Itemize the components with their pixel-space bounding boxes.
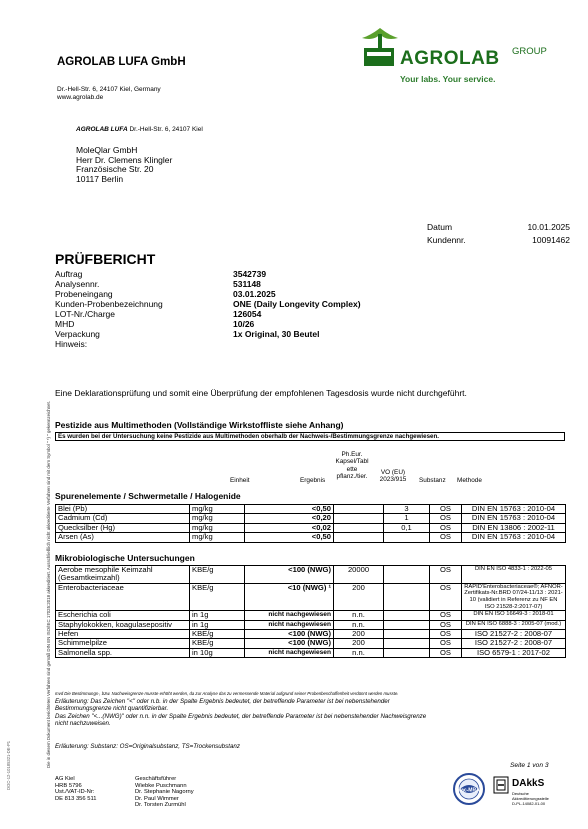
dakks-line: Akkreditierungsstelle: [512, 796, 549, 801]
ilac-label: ilac-MRA: [458, 787, 480, 794]
cell-substance: OS: [430, 648, 462, 657]
footer-line: Geschäftsführer: [135, 776, 177, 782]
cell-substance: OS: [430, 505, 462, 514]
info-key: Auftrag: [55, 269, 83, 279]
col-substanz: Substanz: [419, 477, 446, 484]
document-code: DOC-12-10185321-DE-P1: [6, 740, 11, 790]
cell-parameter: Hefen: [56, 630, 190, 639]
footer-line: AG Kiel: [55, 776, 75, 782]
cell-method: DIN EN 15763 : 2010-04: [462, 533, 566, 542]
info-row: [55, 289, 361, 299]
cell-parameter: Cadmium (Cd): [56, 514, 190, 523]
footnote-line: Bestimmungsgrenze nicht quantifizierbar.: [55, 705, 169, 713]
cell-pheur-limit: n.n.: [334, 611, 384, 620]
pesticide-result-bar: Es wurden bei der Untersuchung keine Pestizide aus Multimethoden oberhalb der Nachweis-/Bestimmungsgrenze nachgewiesen.: [55, 432, 565, 441]
cell-pheur-limit: 200: [334, 639, 384, 648]
logo-wordmark: AGROLAB: [400, 48, 500, 69]
info-row: [55, 309, 361, 319]
cell-method: ISO 21527-2 : 2008-07: [462, 630, 566, 639]
cell-result: <100 (NWG): [245, 630, 334, 639]
recipient-line: MoleQlar GmbH: [76, 145, 138, 155]
cell-unit: KBE/g: [190, 630, 245, 639]
footnote-line: Erläuterung: Das Zeichen "<" oder n.b. in der Spalte Ergebnis bedeutet, der betreffende Parameter ist bei nebenstehender: [55, 698, 390, 705]
footer-line: Wiebke Puschmann: [135, 782, 187, 789]
info-row: [55, 339, 361, 349]
footnote-explanation: [55, 698, 426, 727]
info-value: 10/26: [233, 319, 255, 329]
cell-vo-limit: [384, 583, 430, 610]
cell-vo-limit: [384, 648, 430, 657]
micro-row: [56, 583, 566, 610]
cell-parameter: Staphylokokken, koagulasepositiv: [56, 620, 190, 629]
cell-parameter: Escherichia coli: [56, 611, 190, 620]
cell-vo-limit: [384, 611, 430, 620]
cell-vo-limit: [384, 620, 430, 629]
agrolab-logo-icon: [358, 26, 402, 70]
cell-substance: OS: [430, 566, 462, 584]
footer-line: Ust./VAT-ID-Nr:: [55, 789, 95, 796]
sample-info: [55, 269, 361, 349]
cell-method: DIN EN ISO 6888-3 : 2005-07 (mod.): [462, 620, 566, 629]
cell-pheur-limit: 20000: [334, 566, 384, 584]
cell-parameter: Salmonella spp.: [56, 648, 190, 657]
col-methode: Methode: [457, 477, 482, 484]
recipient-address: [76, 146, 172, 184]
heavy-metals-table: [55, 504, 566, 543]
cell-parameter: Quecksilber (Hg): [56, 523, 190, 532]
cell-method: ISO 6579-1 : 2017-02: [462, 648, 566, 657]
cell-pheur-limit: n.n.: [334, 620, 384, 629]
cell-substance: OS: [430, 533, 462, 542]
logo-group-text: GROUP: [512, 46, 547, 57]
cell-parameter: Enterobacteriaceae: [56, 583, 190, 610]
cell-unit: KBE/g: [190, 583, 245, 610]
declaration-note: Eine Deklarationsprüfung und somit eine Überprüfung der empfohlenen Tagesdosis wurde nicht durchgeführt.: [55, 388, 467, 398]
micro-row: [56, 648, 566, 657]
info-key: LOT-Nr./Charge: [55, 309, 115, 319]
info-key: Verpackung: [55, 329, 100, 339]
date-value: 10.01.2025: [527, 222, 570, 232]
col-ergebnis: Ergebnis: [300, 477, 326, 484]
cell-pheur-limit: [334, 533, 384, 542]
cell-result: <100 (NWG): [245, 566, 334, 584]
info-value: ONE (Daily Longevity Complex): [233, 299, 361, 309]
cell-method: DIN EN 15763 : 2010-04: [462, 505, 566, 514]
customer-value: 10091462: [532, 235, 570, 245]
cell-method: DIN EN ISO 4833-1 : 2022-05: [462, 566, 566, 584]
cell-substance: OS: [430, 523, 462, 532]
cell-pheur-limit: 200: [334, 630, 384, 639]
cell-substance: OS: [430, 514, 462, 523]
footnote-line: Das Zeichen "<...(NWG)" oder n.n. in der Spalte Ergebnis bedeutet, der betreffende Parameter ist bei nebenstehender Nachweisgrenze: [55, 712, 427, 720]
website: www.agrolab.de: [57, 94, 104, 101]
col-pheur-line: ette: [346, 465, 358, 473]
cell-substance: OS: [430, 639, 462, 648]
cell-unit: in 1g: [190, 620, 245, 629]
cell-method: DIN EN ISO 16649-3 : 2018-01: [462, 611, 566, 620]
col-pheur-line: Kapsel/Tabl: [335, 458, 369, 466]
info-row: [55, 269, 361, 279]
cell-result: nicht nachgewiesen: [245, 620, 334, 629]
cell-parameter: Aerobe mesophile Keimzahl (Gesamtkeimzahl): [56, 566, 190, 584]
cell-vo-limit: 0,1: [384, 523, 430, 532]
dakks-line: Deutsche: [512, 791, 529, 796]
col-vo-line: 2023/915: [379, 476, 407, 484]
cell-parameter: Arsen (As): [56, 533, 190, 542]
cell-substance: OS: [430, 583, 462, 610]
cell-vo-limit: 1: [384, 514, 430, 523]
cell-parameter: Schimmelpilze: [56, 639, 190, 648]
micro-row: [56, 611, 566, 620]
recipient-line: Herr Dr. Clemens Klingler: [76, 154, 173, 165]
micro-table: [55, 565, 566, 658]
info-row: [55, 319, 361, 329]
info-key: Probeneingang: [55, 289, 113, 299]
cell-substance: OS: [430, 630, 462, 639]
cell-substance: OS: [430, 611, 462, 620]
cell-vo-limit: [384, 639, 430, 648]
heavy-metal-row: [56, 533, 566, 542]
info-key: Kunden-Probenbezeichnung: [55, 299, 163, 309]
cell-pheur-limit: [334, 523, 384, 532]
cell-unit: mg/kg: [190, 533, 245, 542]
footer-line: DE 813 356 511: [55, 795, 97, 802]
info-value: 126054: [233, 309, 262, 319]
micro-row: [56, 566, 566, 584]
info-row: [55, 329, 361, 339]
footnote-mvd: mvd Die Bestimmungs-, bzw. Nachweisgrenze musste erhöht werden, da zur Analyse das zu vermessende Material aufgrund seiner Probenbeschaffenheit verdünnt werden musste.: [55, 691, 399, 696]
col-einheit: Einheit: [230, 477, 250, 484]
footer-management: [135, 776, 194, 809]
cell-unit: in 10g: [190, 648, 245, 657]
col-vo-line: VO (EU): [380, 469, 406, 476]
info-row: [55, 279, 361, 289]
footer-line: Dr. Stephanie Nagorny: [135, 789, 194, 796]
cell-unit: KBE/g: [190, 639, 245, 648]
cell-result: nicht nachgewiesen: [245, 648, 334, 657]
cell-unit: mg/kg: [190, 514, 245, 523]
cell-method: DIN EN 15763 : 2010-04: [462, 514, 566, 523]
heavy-metal-row: [56, 514, 566, 523]
date-label: Datum: [427, 222, 453, 232]
dakks-line: D-PL-14082-01-00: [512, 801, 546, 806]
dakks-label: DAkkS: [512, 778, 545, 789]
col-vo: [371, 469, 415, 484]
cell-parameter: Blei (Pb): [56, 505, 190, 514]
footer-registry: [55, 776, 96, 802]
cell-result: nicht nachgewiesen: [245, 611, 334, 620]
info-value: 531148: [233, 279, 261, 289]
cell-result: <0,02: [245, 523, 334, 532]
accreditation-side-text: Die in diesem Dokument berichteten Verfahren sind gemäß DIN EN ISO/IEC 17025:2018 akkreditiert. Ausschließlich nicht akkreditierte Verfahren sind mit dem Symbol " *) " gekennzeichnet.: [46, 401, 51, 768]
cell-unit: in 1g: [190, 611, 245, 620]
info-value: 3542739: [233, 269, 267, 279]
customer-label: Kundennr.: [427, 235, 466, 245]
cell-pheur-limit: [334, 505, 384, 514]
sender-name: AGROLAB LUFA: [76, 126, 128, 133]
cell-method: RAPID'Enterobacteriaceae®; AFNOR-Zertifikats-Nr.BRD 07/24-11/13 : 2021-10 (validiert in Referenz zu NF EN ISO 21528-2:2017-07): [462, 583, 566, 610]
heavy-metals-heading: Spurenelemente / Schwermetalle / Halogenide: [55, 491, 241, 501]
cell-method: ISO 21527-2 : 2008-07: [462, 639, 566, 648]
cell-result: <0,50: [245, 505, 334, 514]
cell-pheur-limit: n.n.: [334, 648, 384, 657]
footnote-line: nicht nachzuweisen.: [55, 719, 111, 727]
logo-tagline: Your labs. Your service.: [400, 74, 496, 84]
micro-row: [56, 639, 566, 648]
footer-line: Dr. Torsten Zurmühl: [135, 802, 186, 809]
company-address: [57, 86, 161, 102]
cell-pheur-limit: [334, 514, 384, 523]
cell-result: <0,20: [245, 514, 334, 523]
cell-result: <0,50: [245, 533, 334, 542]
cell-vo-limit: 3: [384, 505, 430, 514]
cell-unit: mg/kg: [190, 523, 245, 532]
cell-substance: OS: [430, 620, 462, 629]
info-row: [55, 299, 361, 309]
address-line: Dr.-Hell-Str. 6, 24107 Kiel, Germany: [57, 86, 161, 93]
pesticide-heading: Pestizide aus Multimethoden (Vollständige Wirkstoffliste siehe Anhang): [55, 420, 344, 430]
cell-result: <100 (NWG): [245, 639, 334, 648]
cell-vo-limit: [384, 566, 430, 584]
info-value: 03.01.2025: [233, 289, 276, 299]
info-key: MHD: [55, 319, 75, 329]
cell-unit: KBE/g: [190, 566, 245, 584]
info-key: Analysennr.: [55, 279, 100, 289]
ilac-mra-seal-icon: [452, 772, 486, 806]
company-name: AGROLAB LUFA GmbH: [57, 56, 186, 68]
cell-vo-limit: [384, 630, 430, 639]
sender-line: [76, 126, 203, 133]
dakks-emblem-icon: [493, 776, 509, 794]
cell-method: DIN EN 13806 : 2002-11: [462, 523, 566, 532]
cell-vo-limit: [384, 533, 430, 542]
info-value: 1x Original, 30 Beutel: [233, 329, 320, 339]
dakks-details: [512, 791, 549, 806]
footer-line: Dr. Paul Wimmer: [135, 795, 179, 802]
footnote-substance: Erläuterung: Substanz: OS=Originalsubstanz, TS=Trockensubstanz: [55, 743, 240, 750]
cell-pheur-limit: 200: [334, 583, 384, 610]
info-key: Hinweis:: [55, 339, 88, 349]
page-number: Seite 1 von 3: [510, 762, 549, 769]
col-pheur: [328, 451, 376, 481]
recipient-line: 10117 Berlin: [76, 173, 124, 184]
sender-address: Dr.-Hell-Str. 6, 24107 Kiel: [127, 126, 203, 133]
report-title: PRÜFBERICHT: [55, 251, 156, 267]
col-pheur-line: Ph.Eur.: [341, 451, 363, 458]
cell-unit: mg/kg: [190, 505, 245, 514]
cell-result: <10 (NWG) ¹: [245, 583, 334, 610]
col-pheur-line: pflanz./tier.: [336, 473, 368, 481]
micro-heading: Mikrobiologische Untersuchungen: [55, 553, 195, 563]
recipient-line: Französische Str. 20: [76, 164, 154, 175]
footer-line: HRB 5796: [55, 782, 82, 789]
